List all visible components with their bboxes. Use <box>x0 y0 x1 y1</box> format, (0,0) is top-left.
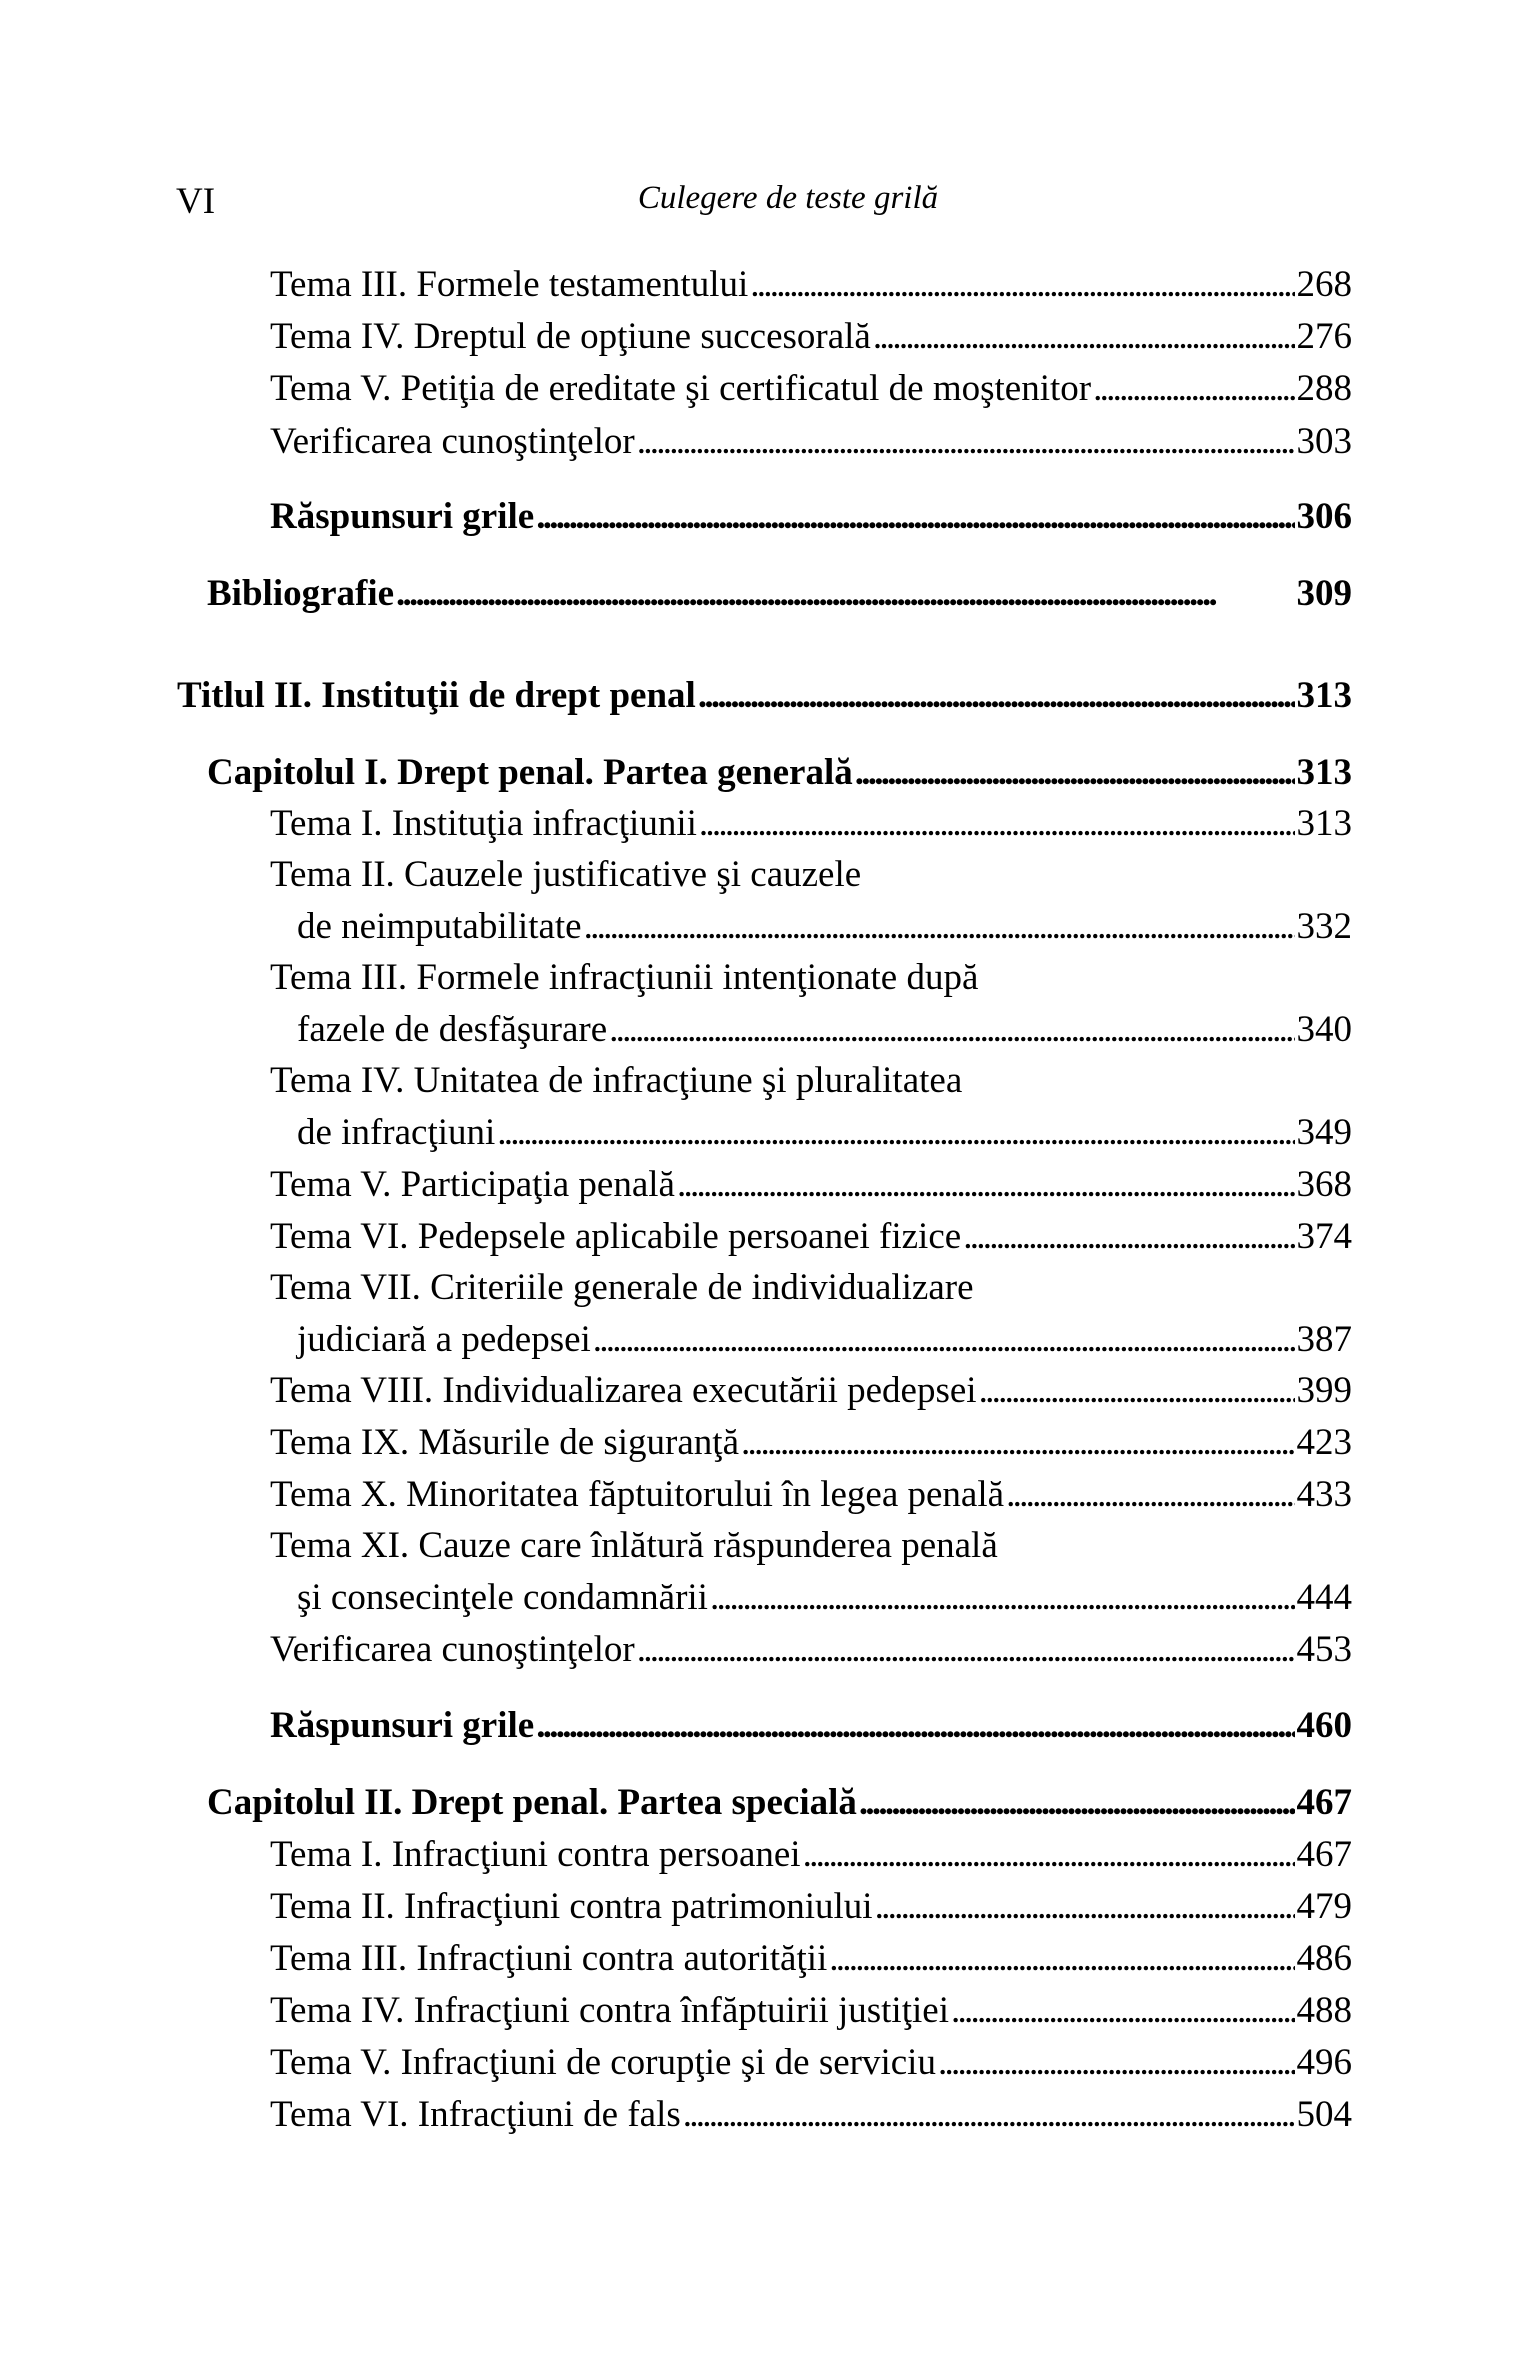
toc-entry-page: 309 <box>1296 573 1352 614</box>
toc-entry-title: Tema VIII. Individualizarea executării pedepsei <box>270 1370 977 1411</box>
toc-entry <box>207 1781 1352 1825</box>
toc-entry-title: Tema VI. Infracţiuni de fals <box>270 2094 681 2135</box>
toc-entry-page: 288 <box>1296 368 1352 409</box>
dot-leader <box>951 1989 1295 2033</box>
dot-leader <box>859 1781 1295 1825</box>
toc-entry-page: 479 <box>1296 1886 1352 1927</box>
dot-leader <box>750 263 1294 307</box>
toc-entry-page: 467 <box>1296 1782 1352 1823</box>
toc-entry <box>297 1318 1352 1362</box>
toc-entry-first-line: Tema XI. Cauze care înlătură răspunderea penală <box>270 1525 998 1566</box>
toc-entry <box>270 1937 1352 1981</box>
dot-leader <box>609 1008 1294 1052</box>
toc-entry-page: 332 <box>1296 906 1352 947</box>
toc-entry <box>297 1111 1352 1155</box>
toc-entry-title: Tema V. Infracţiuni de corupţie şi de serviciu <box>270 2042 936 2083</box>
toc-entry-first-line: Tema VII. Criteriile generale de individualizare <box>270 1267 974 1308</box>
dot-leader <box>855 751 1295 795</box>
toc-entry <box>270 263 1352 307</box>
dot-leader <box>875 1885 1295 1929</box>
dot-leader <box>873 315 1295 359</box>
toc-entry-page: 444 <box>1296 1577 1352 1618</box>
toc-entry <box>270 367 1352 411</box>
toc-entry-page: 423 <box>1296 1422 1352 1463</box>
toc-entry-page: 399 <box>1296 1370 1352 1411</box>
toc-entry-title: Tema V. Petiţia de ereditate şi certificatul de moştenitor <box>270 368 1092 409</box>
toc-entry-title: Verificarea cunoştinţelor <box>270 421 635 462</box>
toc-entry <box>270 420 1352 464</box>
toc-entry <box>270 1989 1352 2033</box>
toc-entry-title: Tema III. Formele testamentului <box>270 264 749 305</box>
toc-entry <box>270 1215 1352 1259</box>
toc-entry-first-line: Tema III. Formele infracţiunii intenţionate după <box>270 957 979 998</box>
toc-entry <box>297 1576 1352 1620</box>
toc-entry <box>270 1833 1352 1877</box>
toc-entry-page: 313 <box>1296 803 1352 844</box>
dot-leader <box>396 572 1294 616</box>
dot-leader <box>536 1704 1294 1748</box>
toc-entry-title: Tema II. Infracţiuni contra patrimoniului <box>270 1886 873 1927</box>
toc-entry-title: şi consecinţele condamnării <box>297 1577 708 1618</box>
toc-entry-page: 387 <box>1296 1319 1352 1360</box>
toc-entry-title: Verificarea cunoştinţelor <box>270 1629 635 1670</box>
dot-leader <box>710 1576 1295 1620</box>
toc-entry-page: 486 <box>1296 1938 1352 1979</box>
toc-entry-title: Tema I. Instituţia infracţiunii <box>270 803 697 844</box>
toc-entry-first-line: Tema II. Cauzele justificative şi cauzele <box>270 854 862 895</box>
toc-entry-title: Tema III. Infracţiuni contra autorităţii <box>270 1938 828 1979</box>
toc-entry-page: 313 <box>1296 752 1352 793</box>
dot-leader <box>593 1318 1295 1362</box>
dot-leader <box>637 1628 1295 1672</box>
dot-leader <box>1006 1473 1294 1517</box>
toc-entry <box>270 1163 1352 1207</box>
toc-entry <box>270 1369 1352 1413</box>
toc-entry <box>270 1885 1352 1929</box>
toc-entry-page: 374 <box>1296 1216 1352 1257</box>
toc-entry-title: de infracţiuni <box>297 1112 496 1153</box>
toc-entry-page: 467 <box>1296 1834 1352 1875</box>
toc-entry-page: 460 <box>1296 1705 1352 1746</box>
dot-leader <box>699 802 1295 846</box>
toc-entry-title: Tema IV. Infracţiuni contra înfăptuirii justiţiei <box>270 1990 949 2031</box>
dot-leader <box>584 905 1295 949</box>
toc-entry-title: Tema I. Infracţiuni contra persoanei <box>270 1834 801 1875</box>
toc-entry-page: 303 <box>1296 421 1352 462</box>
page-number: VI <box>176 181 216 222</box>
toc-entry <box>177 674 1352 718</box>
toc-entry <box>270 1704 1352 1748</box>
toc-entry-page: 368 <box>1296 1164 1352 1205</box>
toc-entry-title: Titlul II. Instituţii de drept penal <box>177 675 696 716</box>
toc-entry-page: 313 <box>1296 675 1352 716</box>
dot-leader <box>741 1421 1294 1465</box>
toc-entry-first-line: Tema IV. Unitatea de infracţiune şi pluralitatea <box>270 1060 963 1101</box>
dot-leader <box>1093 367 1294 411</box>
toc-entry-title: Tema VI. Pedepsele aplicabile persoanei fizice <box>270 1216 962 1257</box>
toc-entry-page: 504 <box>1296 2094 1352 2135</box>
toc-entry <box>270 2093 1352 2137</box>
toc-entry <box>207 572 1352 616</box>
toc-entry-page: 276 <box>1296 316 1352 357</box>
toc-entry <box>270 1421 1352 1465</box>
toc-entry-page: 453 <box>1296 1629 1352 1670</box>
toc-entry <box>270 1473 1352 1517</box>
toc-entry-page: 340 <box>1296 1009 1352 1050</box>
toc-entry-page: 268 <box>1296 264 1352 305</box>
dot-leader <box>536 495 1294 539</box>
toc-entry-title: Răspunsuri grile <box>270 1705 535 1746</box>
dot-leader <box>677 1163 1295 1207</box>
toc-entry-page: 306 <box>1296 496 1352 537</box>
toc-entry-title: de neimputabilitate <box>297 906 582 947</box>
toc-entry <box>297 905 1352 949</box>
toc-entry <box>270 315 1352 359</box>
toc-entry-title: Tema V. Participaţia penală <box>270 1164 675 1205</box>
toc-entry-title: Răspunsuri grile <box>270 496 535 537</box>
toc-entry <box>270 495 1352 539</box>
dot-leader <box>938 2041 1295 2085</box>
toc-entry-title: Tema IX. Măsurile de siguranţă <box>270 1422 740 1463</box>
dot-leader <box>683 2093 1295 2137</box>
dot-leader <box>698 674 1295 718</box>
toc-entry-title: Tema X. Minoritatea făptuitorului în legea penală <box>270 1474 1005 1515</box>
toc-entry-page: 349 <box>1296 1112 1352 1153</box>
toc-entry-title: Capitolul I. Drept penal. Partea generală <box>207 752 853 793</box>
dot-leader <box>963 1215 1294 1259</box>
toc-entry-title: Bibliografie <box>207 573 395 614</box>
dot-leader <box>979 1369 1295 1413</box>
dot-leader <box>803 1833 1295 1877</box>
toc-entry-page: 488 <box>1296 1990 1352 2031</box>
toc-entry-title: Tema IV. Dreptul de opţiune succesorală <box>270 316 871 357</box>
running-title: Culegere de teste grilă <box>637 180 939 216</box>
toc-entry-title: fazele de desfăşurare <box>297 1009 608 1050</box>
toc-entry <box>270 2041 1352 2085</box>
toc-entry-page: 496 <box>1296 2042 1352 2083</box>
toc-entry-page: 433 <box>1296 1474 1352 1515</box>
toc-entry <box>297 1008 1352 1052</box>
toc-entry <box>270 1628 1352 1672</box>
dot-leader <box>637 420 1295 464</box>
toc-entry <box>270 802 1352 846</box>
toc-entry-title: Capitolul II. Drept penal. Partea specială <box>207 1782 857 1823</box>
toc-entry-title: judiciară a pedepsei <box>297 1319 591 1360</box>
dot-leader <box>829 1937 1294 1981</box>
toc-entry <box>207 751 1352 795</box>
dot-leader <box>497 1111 1294 1155</box>
